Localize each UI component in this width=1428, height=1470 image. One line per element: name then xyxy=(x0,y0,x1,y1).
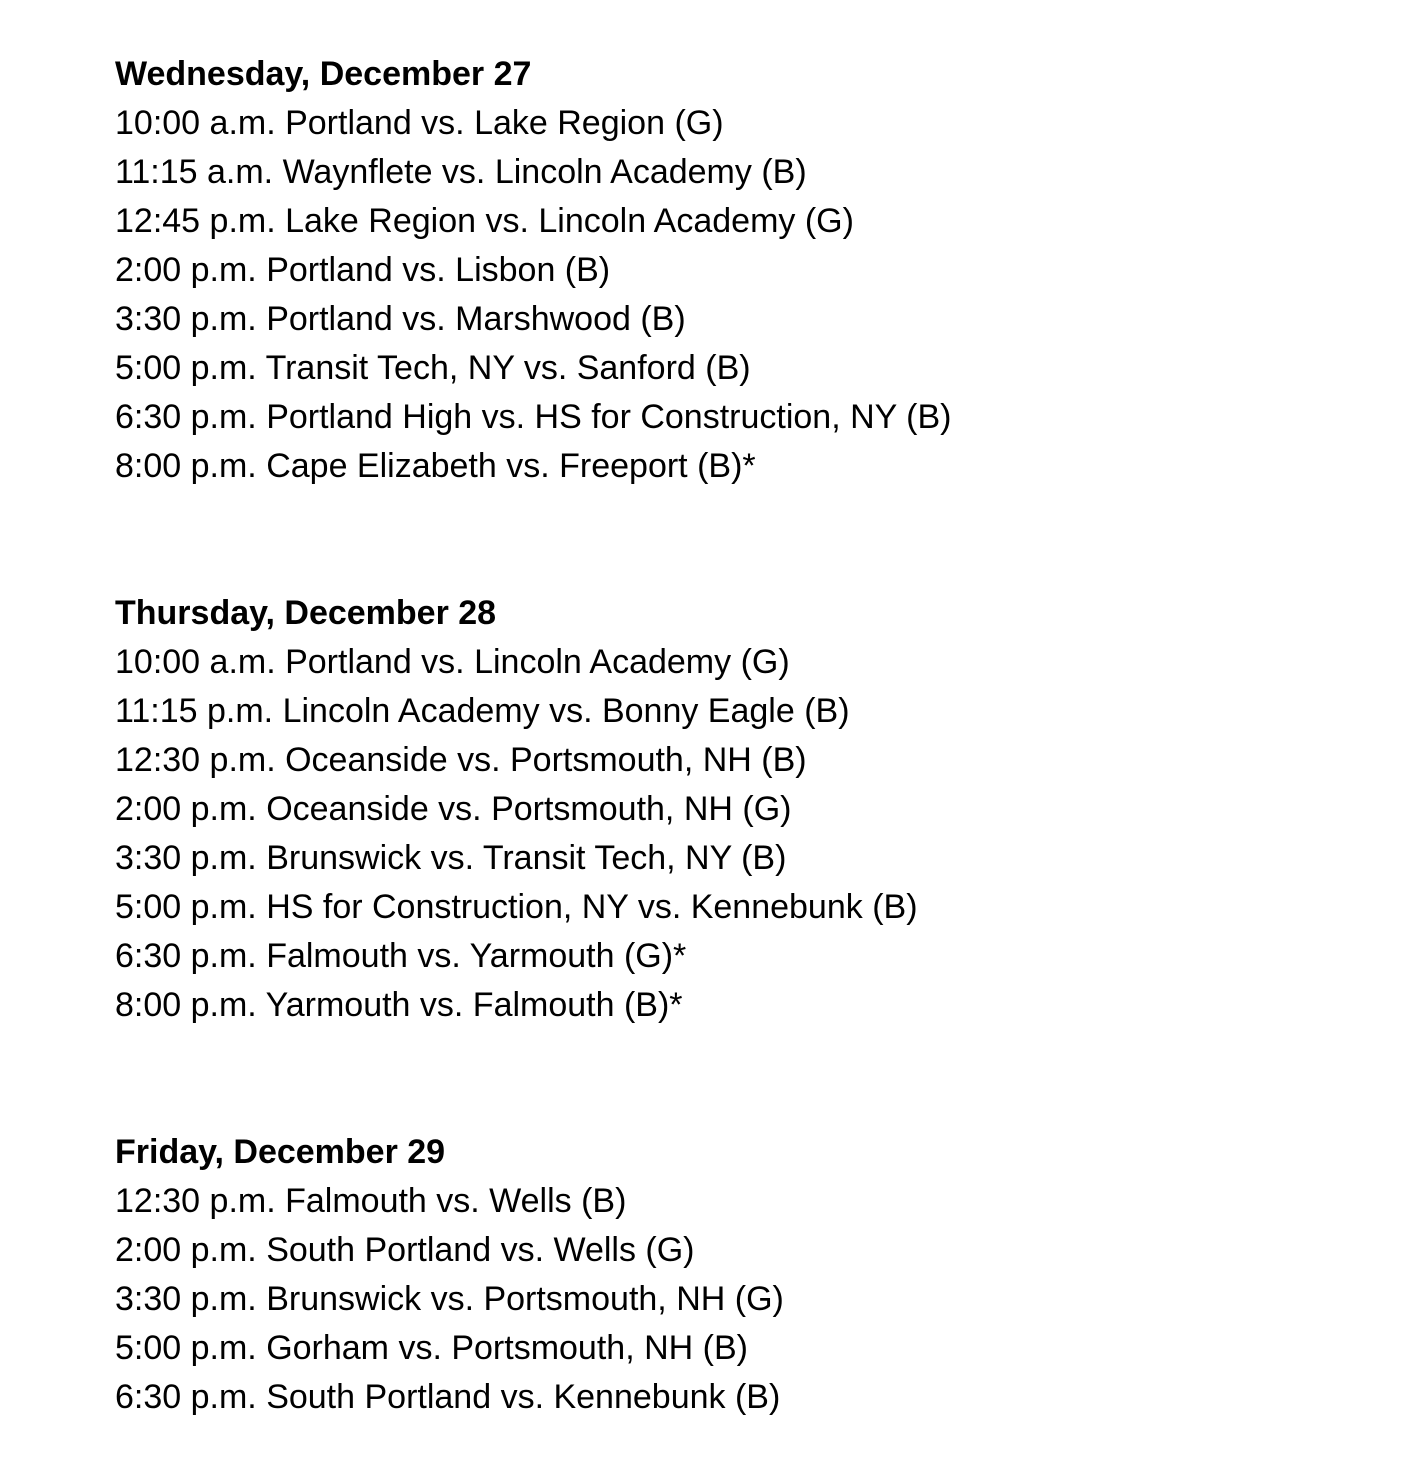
game-entry: 12:30 p.m. Falmouth vs. Wells (B) xyxy=(115,1182,627,1220)
game-entry: 3:30 p.m. Brunswick vs. Transit Tech, NY (B) xyxy=(115,839,787,877)
game-entry: 11:15 a.m. Waynflete vs. Lincoln Academy (B) xyxy=(115,153,807,191)
game-entry: 10:00 a.m. Portland vs. Lake Region (G) xyxy=(115,104,724,142)
game-entry: 6:30 p.m. South Portland vs. Kennebunk (B) xyxy=(115,1378,781,1416)
game-entry: 6:30 p.m. Falmouth vs. Yarmouth (G)* xyxy=(115,937,687,975)
game-entry: 8:00 p.m. Yarmouth vs. Falmouth (B)* xyxy=(115,986,683,1024)
game-entry: 3:30 p.m. Portland vs. Marshwood (B) xyxy=(115,300,686,338)
game-entry: 10:00 a.m. Portland vs. Lincoln Academy (G) xyxy=(115,643,790,681)
game-entry: 12:45 p.m. Lake Region vs. Lincoln Academy (G) xyxy=(115,202,854,240)
game-entry: 11:15 p.m. Lincoln Academy vs. Bonny Eagle (B) xyxy=(115,692,850,730)
game-entry: 5:00 p.m. HS for Construction, NY vs. Kennebunk (B) xyxy=(115,888,918,926)
game-entry: 5:00 p.m. Transit Tech, NY vs. Sanford (B) xyxy=(115,349,751,387)
day-heading: Wednesday, December 27 xyxy=(115,55,532,93)
day-section-friday xyxy=(115,1128,1365,1422)
game-entry: 2:00 p.m. South Portland vs. Wells (G) xyxy=(115,1231,695,1269)
game-entry: 12:30 p.m. Oceanside vs. Portsmouth, NH (B) xyxy=(115,741,807,779)
game-entry: 2:00 p.m. Portland vs. Lisbon (B) xyxy=(115,251,611,289)
game-entry: 8:00 p.m. Cape Elizabeth vs. Freeport (B)* xyxy=(115,447,756,485)
schedule xyxy=(115,50,1365,1422)
game-entry: 5:00 p.m. Gorham vs. Portsmouth, NH (B) xyxy=(115,1329,748,1367)
day-heading: Friday, December 29 xyxy=(115,1133,446,1171)
game-entry: 3:30 p.m. Brunswick vs. Portsmouth, NH (G) xyxy=(115,1280,784,1318)
game-entry: 6:30 p.m. Portland High vs. HS for Construction, NY (B) xyxy=(115,398,952,436)
day-heading: Thursday, December 28 xyxy=(115,594,497,632)
day-section-thursday xyxy=(115,589,1365,1030)
game-entry: 2:00 p.m. Oceanside vs. Portsmouth, NH (G) xyxy=(115,790,792,828)
day-section-wednesday xyxy=(115,50,1365,491)
